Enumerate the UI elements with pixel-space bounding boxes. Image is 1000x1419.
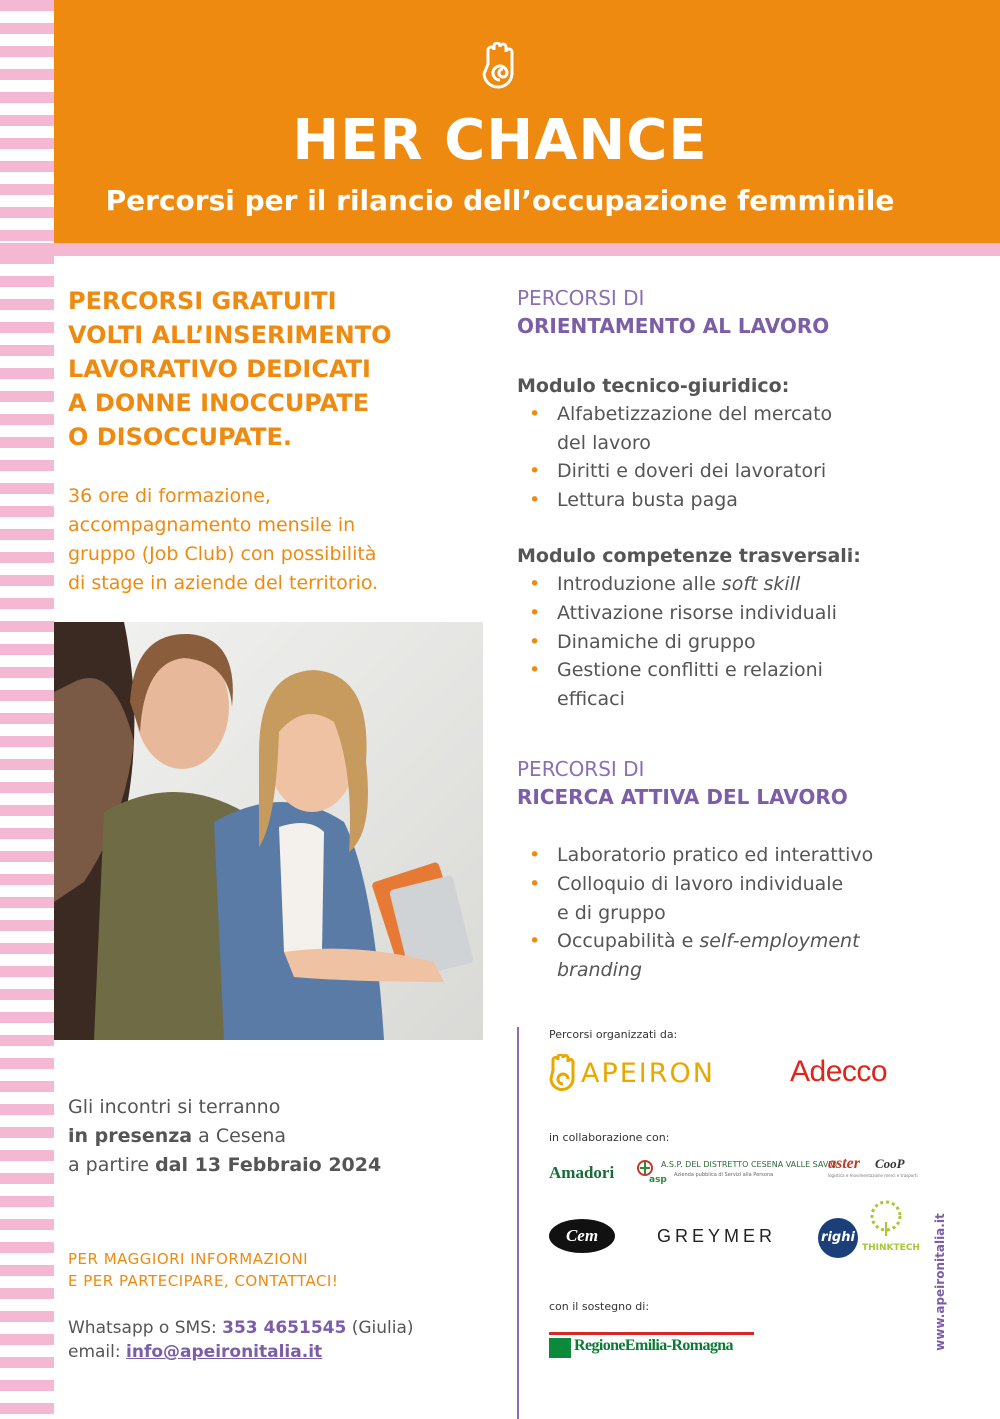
list-item: • Attivazione risorse individuali <box>517 599 987 628</box>
website-vertical[interactable]: www.apeironitalia.it <box>933 1213 947 1351</box>
page-subtitle: Percorsi per il rilancio dell’occupazione femminile <box>105 184 895 217</box>
list-item: • Occupabilità e self-employment branding <box>517 927 987 984</box>
regione-logo: RegioneEmilia-Romagna <box>549 1332 754 1362</box>
lead-statement: PERCORSI GRATUITI VOLTI ALL’INSERIMENTO LAVORATIVO DEDICATI A DONNE INOCCUPATE O DISOCCUPATE. <box>68 287 392 451</box>
orientamento-heading-line2: ORIENTAMENTO AL LAVORO <box>517 314 830 338</box>
contact-info: Whatsapp o SMS: 353 4651545 (Giulia) email: info@apeironitalia.it <box>68 1318 414 1362</box>
meeting-info: Gli incontri si terranno in presenza a Cesena a partire dal 13 Febbraio 2024 <box>68 1096 382 1176</box>
module2-list <box>517 570 987 713</box>
ricerca-heading-line1: PERCORSI DI <box>517 757 645 782</box>
courses-column <box>517 284 987 984</box>
pink-divider <box>0 243 1000 256</box>
list-item: • Alfabetizzazione del mercato del lavoro <box>517 400 987 457</box>
cem-logo: Cem <box>549 1219 615 1253</box>
greymer-logo: GREYMER <box>657 1226 777 1246</box>
ricerca-heading-line2: RICERCA ATTIVA DEL LAVORO <box>517 785 848 810</box>
apeiron-logo: APEIRON <box>549 1054 724 1096</box>
list-item: • Dinamiche di gruppo <box>517 628 987 657</box>
intro-text: 36 ore di formazione, accompagnamento mensile in gruppo (Job Club) con possibilità di stage in aziende del territorio. <box>68 485 379 594</box>
list-item: • Laboratorio pratico ed interattivo <box>517 841 987 870</box>
list-item: • Lettura busta paga <box>517 486 987 515</box>
list-item: • Introduzione alle soft skill <box>517 570 987 599</box>
page-title: HER CHANCE <box>292 108 708 173</box>
aster-coop-logo: aster CooP logistica e movimentazione merci e trasporti <box>828 1155 918 1178</box>
phone-number[interactable]: 353 4651545 <box>222 1318 347 1338</box>
list-item: • Gestione conflitti e relazioni efficaci <box>517 656 987 713</box>
righi-thinktech-logo: righi THINKTECH <box>818 1200 918 1260</box>
amadori-logo: Amadori <box>549 1163 615 1182</box>
organized-label: Percorsi organizzati da: <box>549 1028 678 1041</box>
module1-title: Modulo tecnico-giuridico: <box>517 375 790 397</box>
asp-logo: asp A.S.P. DEL DISTRETTO CESENA VALLE SAVIO Azienda pubblica di Servizi alla Persona <box>634 1158 809 1190</box>
adecco-logo: Adecco <box>790 1055 888 1088</box>
contact-cta: PER MAGGIORI INFORMAZIONI E PER PARTECIPARE, CONTATTACI! <box>68 1250 339 1290</box>
ricerca-list <box>517 841 987 984</box>
women-photo <box>54 622 483 1040</box>
hand-spiral-icon <box>482 42 518 94</box>
list-item: • Colloquio di lavoro individuale e di gruppo <box>517 870 987 927</box>
sponsor-divider <box>517 1027 519 1419</box>
email-link[interactable]: info@apeironitalia.it <box>126 1342 323 1362</box>
support-label: con il sostegno di: <box>549 1300 650 1313</box>
module2-title: Modulo competenze trasversali: <box>517 545 861 568</box>
module1-list <box>517 400 987 514</box>
list-item: • Diritti e doveri dei lavoratori <box>517 457 987 486</box>
collab-label: in collaborazione con: <box>549 1131 670 1144</box>
orientamento-heading-line1: PERCORSI DI <box>517 286 645 310</box>
